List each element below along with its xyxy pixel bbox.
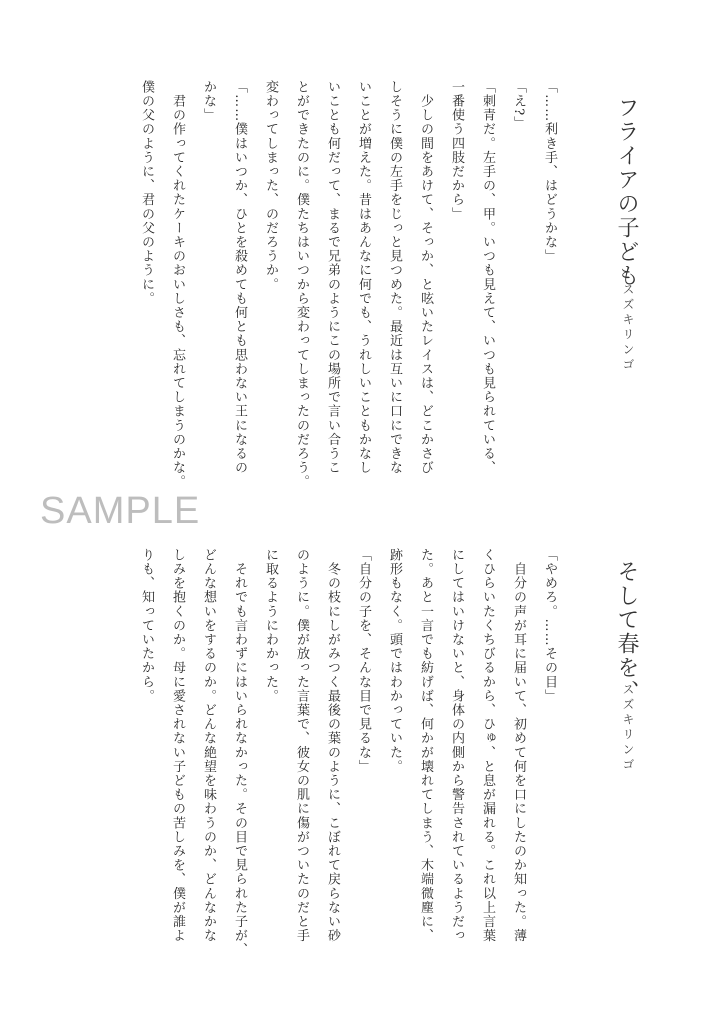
story1-line: 変わってしまった、のだろうか。 bbox=[263, 80, 278, 292]
story2-line: どんな想いをするのか。どんな絶望を味わうのか、どんなかな bbox=[201, 548, 216, 943]
story1-line: いことが増えた。昔はあんなに何でも、うれしいこともかなし bbox=[356, 80, 371, 475]
story1-line: 君の作ってくれたケーキのおいしさも、忘れてしまうのかな。 bbox=[170, 80, 185, 489]
story2-line: 「やめろ。……その目」 bbox=[542, 548, 557, 704]
story2-line: それでも言わずにはいられなかった。その目で見られた子が、 bbox=[232, 548, 247, 957]
story2-line: た。あと一言でも紡げば、何かが壊れてしまう、木端微塵に、 bbox=[418, 548, 433, 943]
story1-title: フライアの子ども bbox=[614, 96, 639, 288]
story1-body bbox=[131, 80, 565, 489]
story2-title: そして春を、 bbox=[614, 560, 639, 704]
story1-line: 「……僕はいつか、ひとを殺めても何とも思わない王になるの bbox=[232, 80, 247, 475]
story2-line: 冬の枝にしがみつく最後の葉のように、こぼれて戻らない砂 bbox=[325, 548, 340, 943]
story2-line: 跡形もなく。頭ではわかっていた。 bbox=[387, 548, 402, 774]
story2-line: りも、知っていたから。 bbox=[139, 548, 154, 704]
story1-line: 「……利き手、はどうかな」 bbox=[542, 80, 557, 264]
story2-line: くひらいたくちびるから、ひゅ、と息が漏れる。これ以上言葉 bbox=[480, 548, 495, 943]
story2-line: のように。僕が放った言葉で、彼女の肌に傷がついたのだと手 bbox=[294, 548, 309, 943]
story2-line: しみを抱くのか。母に愛されない子どもの苦しみを、僕が誰よ bbox=[170, 548, 185, 943]
story1-line: とができたのに。僕たちはいつから変わってしまったのだろう。 bbox=[294, 80, 309, 489]
story1-line: しそうに僕の左手をじっと見つめた。最近は互いに口にできな bbox=[387, 80, 402, 475]
story1-line: いことも何だって、まるで兄弟のようにこの場所で言い合うこ bbox=[325, 80, 340, 475]
story2-line: に取るようにわかった。 bbox=[263, 548, 278, 704]
story2-line: 「自分の子を、そんな目で見るな」 bbox=[356, 548, 371, 774]
story2-body bbox=[131, 548, 565, 957]
story2-line: にしてはいけないと、身体の内側から警告されているようだっ bbox=[449, 548, 464, 943]
story2-line: 自分の声が耳に届いて、初めて何を口にしたのか知った。薄 bbox=[511, 548, 526, 943]
story1-line: 「刺青だ。左手の、甲。いつも見えて、いつも見られている、 bbox=[480, 80, 495, 475]
story1-author: スズキリンゴ bbox=[621, 283, 635, 373]
story1-line: 一番使う四肢だから」 bbox=[449, 80, 464, 221]
story1-line: 「え?」 bbox=[511, 80, 526, 131]
story1-line: 少しの間をあけて、そっか、と呟いたレイスは、どこかさび bbox=[418, 80, 433, 475]
story2-author: スズキリンゴ bbox=[621, 683, 635, 773]
sample-watermark: SAMPLE bbox=[40, 490, 201, 532]
story1-line: かな」 bbox=[201, 80, 216, 123]
story1-line: 僕の父のように、君の父のように。 bbox=[139, 80, 154, 306]
